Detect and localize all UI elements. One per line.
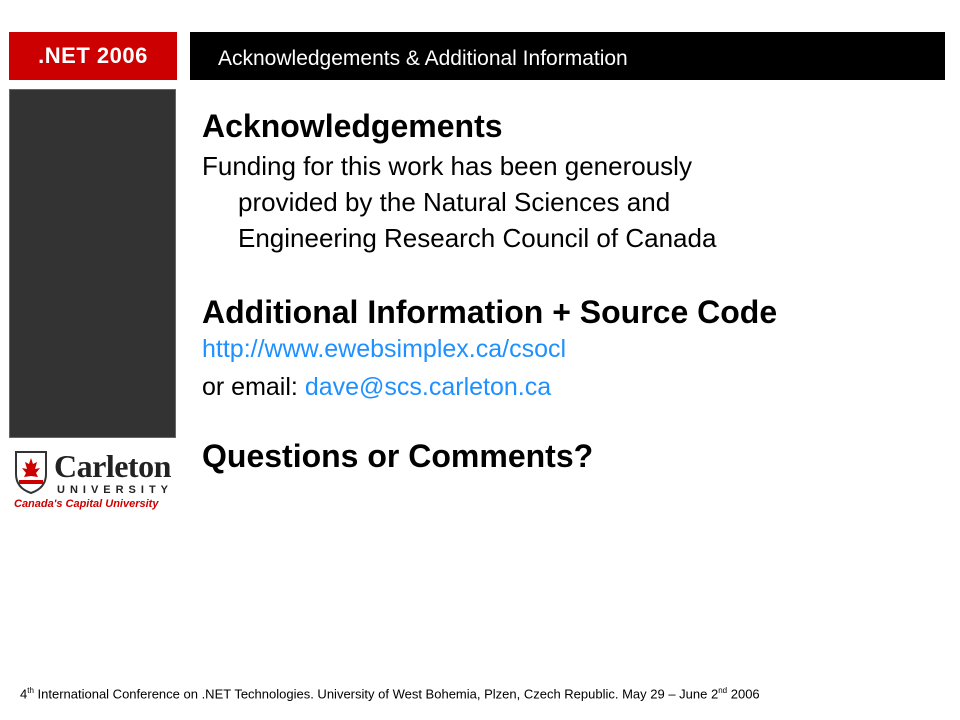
logo-tagline: Canada's Capital University — [14, 498, 159, 510]
ack-line-2: provided by the Natural Sciences and — [238, 187, 671, 217]
ack-heading: Acknowledgements — [202, 108, 503, 144]
questions-heading: Questions or Comments? — [202, 438, 594, 474]
footer-text: International Conference on .NET Technologies. University of West Bohemia, Plzen, Czech Republic. May 29 – June 2 — [33, 686, 719, 702]
maple-leaf-shield-icon — [14, 450, 48, 494]
info-heading: Additional Information + Source Code — [202, 294, 778, 330]
conference-badge: .NET 2006 — [9, 32, 177, 80]
email-prefix: or email: — [202, 373, 298, 401]
footer-year: 2006 — [727, 686, 760, 702]
slide-title-bar — [190, 32, 945, 80]
slide-title: Acknowledgements & Additional Information — [218, 47, 628, 70]
logo-wordmark: Carleton — [54, 448, 171, 484]
side-panel — [9, 89, 176, 438]
conference-footer — [20, 686, 950, 701]
footer-sup-th: th — [27, 686, 34, 695]
ack-line-1: Funding for this work has been generously — [202, 151, 692, 181]
email-link[interactable]: dave@scs.carleton.ca — [304, 373, 552, 401]
footer-sup-nd: nd — [718, 686, 728, 695]
ack-line-3: Engineering Research Council of Canada — [238, 223, 717, 253]
carleton-logo — [12, 448, 172, 514]
ack-text — [202, 148, 942, 256]
logo-university: UNIVERSITY — [57, 484, 174, 496]
source-code-link[interactable]: http://www.ewebsimplex.ca/csocl — [202, 335, 567, 363]
slide-content — [202, 108, 942, 474]
email-line — [202, 368, 942, 406]
footer-ordinal: 4 — [20, 686, 28, 702]
